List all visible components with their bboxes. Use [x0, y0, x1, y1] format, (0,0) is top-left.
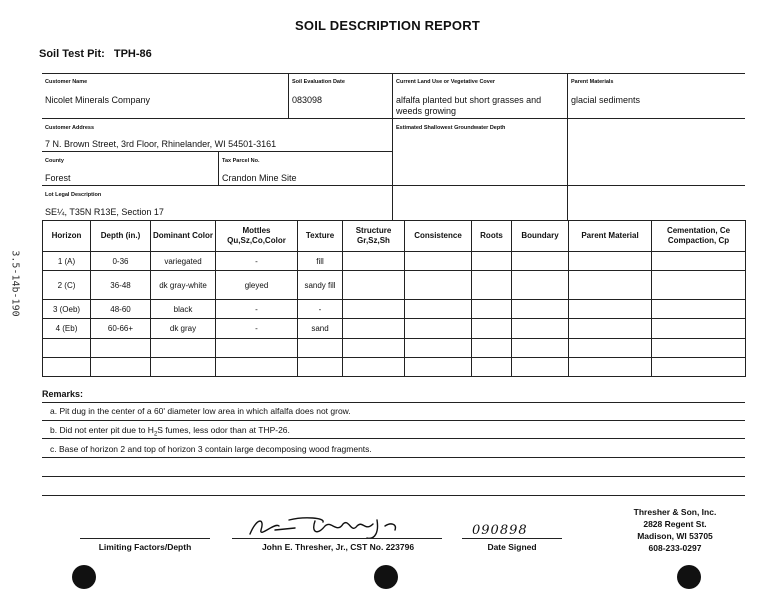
customer-address: 7 N. Brown Street, 3rd Floor, Rhinelander, WI 54501-3161: [45, 139, 277, 149]
table-cell: [298, 357, 343, 376]
table-cell: [472, 338, 512, 357]
limiting-factors-caption: Limiting Factors/Depth: [98, 542, 192, 552]
table-cell: 4 (Eb): [43, 319, 91, 338]
table-cell: [43, 357, 91, 376]
table-cell: dk gray-white: [151, 271, 216, 300]
table-cell: [569, 357, 652, 376]
table-cell: 2 (C): [43, 271, 91, 300]
table-cell: [472, 300, 512, 319]
parent-materials-label: Parent Materials: [571, 79, 614, 85]
report-title: SOIL DESCRIPTION REPORT: [295, 18, 480, 33]
date-signed-caption: Date Signed: [487, 542, 537, 552]
handwritten-signature: [245, 512, 415, 544]
table-cell: variegated: [151, 252, 216, 271]
table-cell: [91, 357, 151, 376]
table-cell: [652, 338, 746, 357]
table-cell: [405, 271, 472, 300]
table-cell: sandy fill: [298, 271, 343, 300]
table-cell: [151, 338, 216, 357]
binder-hole: [374, 565, 398, 589]
header-vrule-2: [392, 73, 393, 220]
table-cell: [405, 300, 472, 319]
table-cell: dk gray: [151, 319, 216, 338]
table-cell: fill: [298, 252, 343, 271]
remark-b: [50, 425, 290, 438]
table-cell: [652, 319, 746, 338]
table-cell: [512, 319, 569, 338]
table-cell: [569, 300, 652, 319]
table-row: [43, 338, 746, 357]
col-header: Cementation, Ce Compaction, Cp: [652, 221, 746, 252]
table-row: [43, 319, 746, 338]
remark-a: a. Pit dug in the center of a 60' diameter low area in which alfalfa does not grow.: [50, 406, 351, 416]
remark-b-post: S fumes, less odor than at THP-26.: [157, 425, 290, 435]
soil-eval-date: 083098: [292, 95, 323, 105]
table-row: [43, 271, 746, 300]
table-row: [43, 357, 746, 376]
table-cell: [652, 300, 746, 319]
table-cell: [652, 271, 746, 300]
customer-name: Nicolet Minerals Company: [45, 95, 151, 105]
remark-b-pre: b. Did not enter pit due to H: [50, 425, 154, 435]
header-vrule-3: [567, 73, 568, 220]
header-rule-2: [42, 151, 392, 152]
remarks-rule-5: [42, 495, 745, 496]
table-cell: [569, 252, 652, 271]
handwritten-date: 090898: [472, 523, 528, 538]
table-header-double-rule: [42, 251, 745, 252]
date-signed-line: [462, 538, 562, 539]
col-header: Parent Material: [569, 221, 652, 252]
table-cell: [652, 357, 746, 376]
header-top-rule: [42, 73, 745, 74]
side-margin-code: 3.5-14b-190: [9, 250, 21, 317]
remark-b-sub: 2: [153, 431, 158, 438]
table-cell: -: [216, 319, 298, 338]
table-cell: 36-48: [91, 271, 151, 300]
signer-caption: John E. Thresher, Jr., CST No. 223796: [261, 542, 415, 552]
col-header: Consistence: [405, 221, 472, 252]
parent-materials: glacial sediments: [571, 95, 641, 105]
table-cell: [512, 271, 569, 300]
company-address: [600, 506, 750, 554]
tax-parcel: Crandon Mine Site: [222, 173, 297, 183]
land-use: alfalfa planted but short grasses and weeds growing: [396, 95, 542, 116]
table-cell: [512, 357, 569, 376]
table-cell: [151, 357, 216, 376]
table-cell: [405, 252, 472, 271]
binder-hole: [677, 565, 701, 589]
table-cell: 60-66+: [91, 319, 151, 338]
table-cell: sand: [298, 319, 343, 338]
table-cell: black: [151, 300, 216, 319]
limiting-factors-line: [80, 538, 210, 539]
county: Forest: [45, 173, 71, 183]
col-header: Boundary: [512, 221, 569, 252]
col-header: Texture: [298, 221, 343, 252]
table-header-row: [43, 221, 746, 252]
remarks-label: Remarks:: [42, 389, 84, 399]
table-cell: 48-60: [91, 300, 151, 319]
table-cell: [343, 252, 405, 271]
customer-name-label: Customer Name: [45, 79, 88, 85]
remarks-rule-2: [42, 438, 745, 439]
table-cell: gleyed: [216, 271, 298, 300]
company-phone: 608-233-0297: [648, 543, 702, 553]
table-cell: -: [298, 300, 343, 319]
signature-line: [232, 538, 442, 539]
table-cell: [298, 338, 343, 357]
col-header: Roots: [472, 221, 512, 252]
table-cell: [472, 271, 512, 300]
groundwater-label: Estimated Shallowest Groundwater Depth: [396, 125, 506, 131]
table-cell: [405, 338, 472, 357]
col-header: Mottles Qu,Sz,Co,Color: [216, 221, 298, 252]
remarks-rule-1: [42, 420, 745, 421]
table-cell: 1 (A): [43, 252, 91, 271]
table-cell: [472, 357, 512, 376]
header-vrule-1: [288, 73, 289, 118]
table-cell: [569, 319, 652, 338]
table-cell: [343, 271, 405, 300]
table-cell: [43, 338, 91, 357]
table-cell: [512, 338, 569, 357]
table-cell: [91, 338, 151, 357]
table-cell: -: [216, 300, 298, 319]
table-cell: [343, 319, 405, 338]
header-rule-3: [42, 185, 745, 186]
remarks-rule-4: [42, 476, 745, 477]
table-cell: 3 (Oeb): [43, 300, 91, 319]
col-header: Horizon: [43, 221, 91, 252]
land-use-label: Current Land Use or Vegetative Cover: [396, 79, 496, 85]
soil-test-pit: [39, 48, 152, 60]
table-cell: [343, 357, 405, 376]
binder-hole: [72, 565, 96, 589]
table-cell: -: [216, 252, 298, 271]
header-vrule-4: [218, 151, 219, 185]
table-row: [43, 252, 746, 271]
company-street: 2828 Regent St.: [643, 519, 707, 529]
soil-test-pit-value: TPH-86: [113, 48, 152, 60]
remarks-rule-0: [42, 402, 745, 403]
table-cell: [472, 319, 512, 338]
tax-parcel-label: Tax Parcel No.: [222, 158, 260, 164]
soil-test-pit-label: Soil Test Pit:: [39, 48, 105, 60]
table-cell: [405, 319, 472, 338]
col-header: Dominant Color: [151, 221, 216, 252]
table-cell: [216, 338, 298, 357]
lot-legal-label: Lot Legal Description: [45, 192, 102, 198]
table-cell: [512, 300, 569, 319]
lot-legal: SE¼, T35N R13E, Section 17: [45, 207, 164, 217]
table-cell: [405, 357, 472, 376]
col-header: Depth (in.): [91, 221, 151, 252]
table-cell: [652, 252, 746, 271]
horizon-table: [42, 220, 746, 377]
table-cell: [216, 357, 298, 376]
county-label: County: [45, 158, 64, 164]
header-rule-1: [42, 118, 745, 119]
table-cell: 0-36: [91, 252, 151, 271]
company-city: Madison, WI 53705: [637, 531, 713, 541]
customer-address-label: Customer Address: [45, 125, 95, 131]
remark-c: c. Base of horizon 2 and top of horizon 3 contain large decomposing wood fragments.: [50, 444, 372, 454]
table-row: [43, 300, 746, 319]
table-cell: [569, 271, 652, 300]
table-cell: [472, 252, 512, 271]
soil-eval-date-label: Soil Evaluation Date: [292, 79, 345, 85]
col-header: Structure Gr,Sz,Sh: [343, 221, 405, 252]
table-cell: [343, 338, 405, 357]
table-cell: [343, 300, 405, 319]
remarks-rule-3: [42, 457, 745, 458]
table-cell: [512, 252, 569, 271]
company-name: Thresher & Son, Inc.: [633, 507, 717, 517]
table-cell: [569, 338, 652, 357]
